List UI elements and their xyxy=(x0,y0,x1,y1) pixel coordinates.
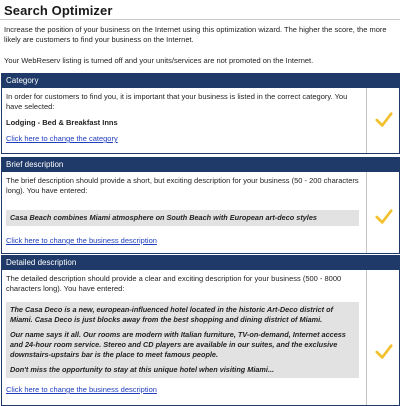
brief-description-section xyxy=(1,157,400,254)
brief-description-content xyxy=(6,176,359,246)
checkmark-icon xyxy=(375,111,393,129)
category-content xyxy=(6,92,359,144)
detailed-description-value xyxy=(6,302,359,378)
category-description: In order for customers to find you, it is important that your business is listed in the correct category. You have selected: xyxy=(6,92,348,111)
intro-text: Increase the position of your business on the Internet using this optimization wizard. The higher the score, the more likely are customers to find your business on the Internet. xyxy=(4,25,387,44)
change-detailed-description-link[interactable]: Click here to change the business description xyxy=(6,385,157,394)
category-status-column xyxy=(366,88,399,153)
category-header: Category xyxy=(2,74,399,88)
listing-status-text: Your WebReserv listing is turned off and your units/services are not promoted on the Internet. xyxy=(4,56,314,65)
checkmark-icon xyxy=(375,343,393,361)
detailed-description-instructions: The detailed description should provide a clear and exciting description for your business (500 - 8000 characters long). You have entered: xyxy=(6,274,342,293)
brief-status-column xyxy=(366,172,399,253)
page-title: Search Optimizer xyxy=(4,3,113,18)
category-section xyxy=(1,73,400,154)
checkmark-icon xyxy=(375,208,393,226)
change-category-link[interactable]: Click here to change the category xyxy=(6,134,118,143)
selected-category: Lodging - Bed & Breakfast Inns xyxy=(6,118,118,127)
title-divider xyxy=(0,19,400,20)
brief-description-value: Casa Beach combines Miami atmosphere on South Beach with European art-deco styles xyxy=(6,210,359,226)
brief-description-instructions: The brief description should provide a short, but exciting description for your business (50 - 200 characters long). You have entered: xyxy=(6,176,359,195)
detailed-paragraph: The Casa Deco is a new, european-influenced hotel located in the historic Art-Deco district of Miami. Casa Deco is just blocks away from the best shopping and dining district of Miami. xyxy=(10,305,334,324)
detailed-status-column xyxy=(366,270,399,405)
change-brief-description-link[interactable]: Click here to change the business description xyxy=(6,236,157,245)
detailed-paragraph: Don't miss the opportunity to stay at this unique hotel when visiting Miami... xyxy=(10,365,275,374)
brief-description-header: Brief description xyxy=(2,158,399,172)
detailed-description-section xyxy=(1,255,400,406)
detailed-description-content xyxy=(6,274,359,395)
detailed-paragraph: Our name says it all. Our rooms are modern with Italian furniture, TV-on-demand, Internet access and 24-hour room service. Stereo and CD players are available in our suites, and the exclusive downstairs-upstairs bar is the place to meet famous people. xyxy=(10,330,346,359)
detailed-description-header: Detailed description xyxy=(2,256,399,270)
